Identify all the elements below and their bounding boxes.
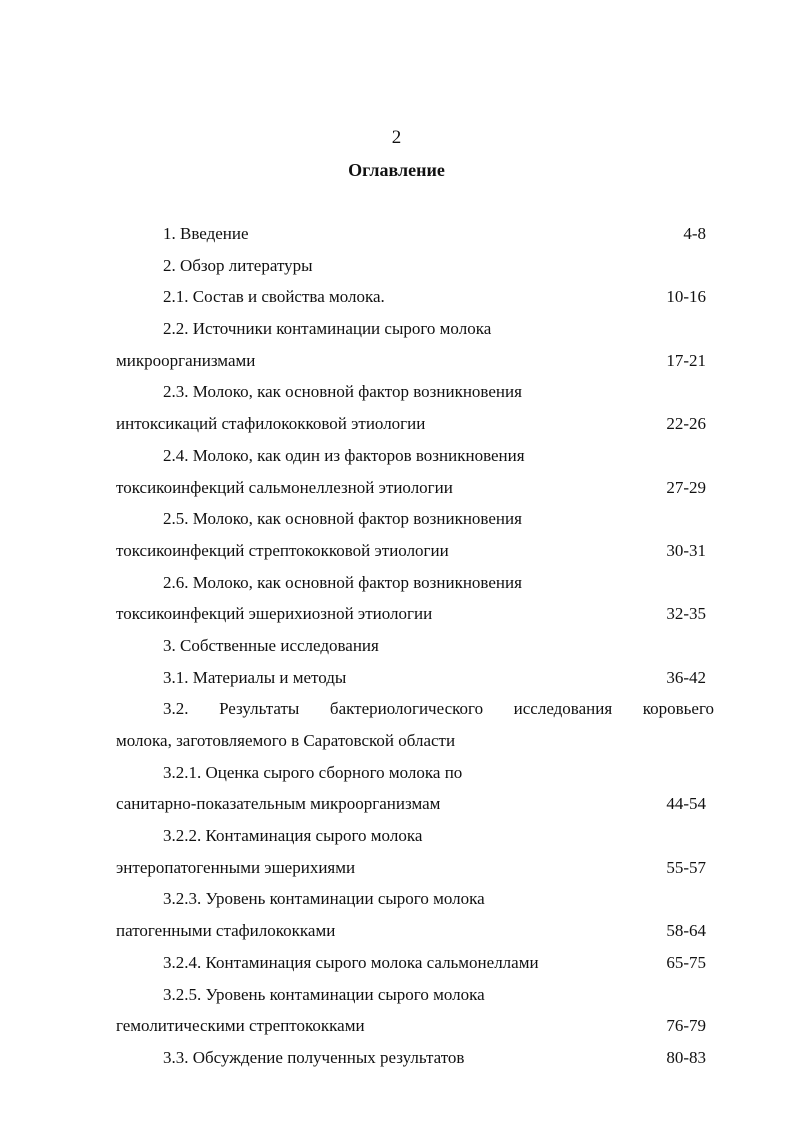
toc-line	[116, 820, 714, 852]
toc-line	[116, 408, 714, 440]
toc-entry-pages: 44-54	[666, 794, 706, 814]
toc-line	[116, 472, 714, 504]
toc-entry-text: 3.2.2. Контаминация сырого молока	[163, 826, 423, 846]
toc-line	[116, 788, 714, 820]
toc-entry-pages: 10-16	[666, 287, 706, 307]
toc-entry-text: 3.2.1. Оценка сырого сборного молока по	[163, 762, 463, 782]
toc-entry-pages: 22-26	[666, 414, 706, 434]
toc-entry-text: токсикоинфекций стрептококковой этиологии	[116, 540, 449, 560]
toc-entry-text: 3.2.3. Уровень контаминации сырого молока	[163, 889, 485, 909]
toc-line	[116, 947, 714, 979]
toc-line	[116, 503, 714, 535]
toc-entry-pages: 4-8	[683, 224, 706, 243]
page-title: Оглавление	[348, 160, 445, 180]
toc-line	[116, 915, 714, 947]
toc-entry-text: 2. Обзор литературы	[163, 255, 313, 275]
toc-entry-pages: 76-79	[666, 1016, 706, 1036]
toc-line	[116, 979, 714, 1011]
toc-line	[116, 376, 714, 408]
toc-entry-text: микроорганизмами	[116, 350, 256, 370]
toc-line	[116, 567, 714, 599]
toc-entry-text: гемолитическими стрептококками	[116, 1016, 365, 1036]
toc-line	[116, 852, 714, 884]
toc-line	[116, 535, 714, 567]
toc-entry-text: 3.2. Результаты бактериологического исследования коровьего	[163, 699, 714, 719]
toc-line	[116, 440, 714, 472]
toc-entry-text: 2.3. Молоко, как основной фактор возникновения	[163, 382, 522, 402]
toc-line	[116, 250, 714, 282]
toc-line	[116, 630, 714, 662]
toc-entry-text: санитарно-показательным микроорганизмам	[116, 794, 441, 814]
toc-line	[116, 1042, 714, 1074]
toc-entry-text: 1. Введение	[163, 224, 249, 243]
toc-entry-text: 2.1. Состав и свойства молока.	[163, 287, 385, 307]
toc-line	[116, 757, 714, 789]
toc-entry-pages: 32-35	[666, 604, 706, 624]
toc-entry-text: интоксикаций стафилококковой этиологии	[116, 414, 426, 434]
toc-line	[116, 662, 714, 694]
toc-entry-text: патогенными стафилококками	[116, 921, 336, 941]
toc-entry-text: 3.1. Материалы и методы	[163, 667, 347, 687]
toc-line	[116, 693, 714, 725]
toc-line	[116, 1010, 714, 1042]
toc-entry-text: молока, заготовляемого в Саратовской области	[116, 731, 456, 750]
toc-line	[116, 598, 714, 630]
toc-entry-text: токсикоинфекций сальмонеллезной этиологии	[116, 477, 453, 497]
toc-entry-text: 2.4. Молоко, как один из факторов возникновения	[163, 445, 525, 465]
toc-entry-text: 3.2.4. Контаминация сырого молока сальмонеллами	[163, 952, 539, 972]
toc-entry-text: энтеропатогенными эшерихиями	[116, 857, 356, 877]
toc-entry-pages: 17-21	[666, 350, 706, 370]
toc-line	[116, 725, 714, 757]
toc-line	[116, 218, 714, 250]
toc-line	[116, 281, 714, 313]
toc-entry-pages: 30-31	[666, 540, 706, 560]
toc-line	[116, 313, 714, 345]
toc-entry-text: 3. Собственные исследования	[163, 635, 379, 655]
toc-entry-text: 2.6. Молоко, как основной фактор возникновения	[163, 572, 522, 592]
toc-entry-text: 2.5. Молоко, как основной фактор возникновения	[163, 509, 522, 529]
toc-entry-pages: 65-75	[666, 952, 706, 972]
toc-entry-pages: 58-64	[666, 921, 706, 941]
toc-entry-text: токсикоинфекций эшерихиозной этиологии	[116, 604, 433, 624]
toc-entry-text: 3.3. Обсуждение полученных результатов	[163, 1047, 465, 1067]
toc-entry-text: 2.2. Источники контаминации сырого молока	[163, 319, 492, 339]
table-of-contents	[116, 218, 714, 1074]
toc-line	[116, 883, 714, 915]
page-number: 2	[391, 127, 402, 148]
toc-entry-pages: 80-83	[666, 1047, 706, 1067]
toc-entry-pages: 36-42	[666, 667, 706, 687]
toc-entry-pages: 55-57	[666, 857, 706, 877]
toc-entry-text: 3.2.5. Уровень контаминации сырого молока	[163, 984, 485, 1004]
toc-entry-pages: 27-29	[666, 477, 706, 497]
toc-line	[116, 345, 714, 377]
